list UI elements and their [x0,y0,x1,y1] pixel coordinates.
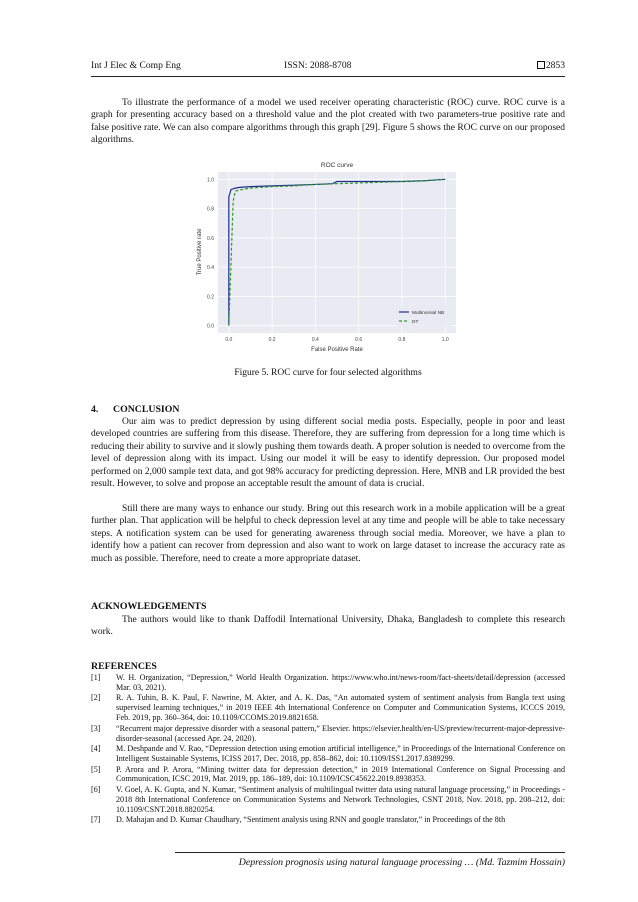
square-icon [537,61,545,69]
x-tick-label: 0.8 [398,337,406,343]
y-tick-label: 0.8 [207,206,214,213]
reference-item [91,724,565,744]
reference-item [91,785,565,815]
y-tick-label: 0.6 [207,235,214,242]
roc-chart [190,155,470,355]
reference-number: [2] [91,693,101,703]
references-heading: REFERENCES [91,661,157,672]
reference-text: M. Deshpande and V. Rao, “Depression detection using emotion artificial intelligence,” in Proceedings of the International Conference on Intelligent Sustainable Systems, ICISS 2017, Dec. 2018, pp. 858–862, doi: 10.1109/ISS1.2017.8389299. [116,744,565,764]
reference-number: [5] [91,764,101,774]
reference-item [91,765,565,785]
reference-item [91,815,565,825]
page-number: 2853 [545,60,565,71]
roc-figure [190,155,470,355]
reference-text: “Recurrent major depressive disorder with a seasonal pattern,” Elsevier. https://elsevier.health/en-US/preview/recurrent-major-depressive-disorder-seasonal (accessed Apr. 24, 2020). [116,723,565,743]
reference-text: D. Mahajan and D. Kumar Chaudhary, “Sentiment analysis using RNN and google translator,” in Proceedings of the 8th [116,815,506,825]
acknowledgements-text: The authors would like to thank Daffodil International University, Dhaka, Bangladesh to complete this research work. [91,615,565,638]
y-tick-label: 1.0 [207,177,214,184]
section-title: CONCLUSION [113,404,180,415]
reference-text: R. A. Tuhin, B. K. Paul, F. Nawrine, M. Akter, and A. K. Das, “An automated system of sentiment analysis from Bangla text using supervised learning techniques,” in 2019 IEEE 4th International Conference on Computer and Communication Systems, ICCCS 2019, Feb. 2019, pp. 360–364, doi: 10.1109/CCOMS.2019.8821658. [116,693,565,723]
reference-text: P. Arora and P. Arora, “Mining twitter data for depression detection,” in 2019 International Conference on Signal Processing and Communication, ICSC 2019, Mar. 2019, pp. 186–189, doi: 10.1109/ICSC45622.2019.8938353. [116,764,565,784]
reference-text: W. H. Organization, “Depression,” World Health Organization. https://www.who.int/news-room/fact-sheets/detail/depression (accessed Mar. 03, 2021). [116,673,565,692]
legend-box [396,305,453,327]
conclusion-heading [91,404,179,415]
x-tick-label: 0.6 [355,337,363,343]
conclusion-paragraph-1: Our aim was to predict depression by using different social media posts. Especially, people in poor and least developed countries are suffering from this disease. Therefore, they are suffering from depression for a long time which is reducing their ability to survive and it slowly pushing them towards death. A proper solution is needed to overcome from the level of depression along with its impact. Using our model it will be easy to identify depression. Our proposed model performed on 2,000 sample text data, and got 98% accuracy for predicting depression. Here, MNB and LR provided the best result. However, to solve and propose an acceptable result the amount of data is crucial. [91,417,565,490]
y-tick-label: 0.0 [207,323,214,330]
journal-name: Int J Elec & Comp Eng [91,60,181,71]
reference-item [91,693,565,723]
reference-item [91,673,565,693]
page-header [91,60,565,76]
conclusion-paragraph-2: Still there are many ways to enhance our study. Bring out this research work in a mobile application will be a great further plan. That application will be helpful to check depression level at any time and people will be able to take necessary steps. A notification system can be used for generating awareness through social media. Moreover, we have a plan to identify how a patient can recover from depression and also want to work on large dataset to increase the accuracy rate as much as possible. Therefore, need to create a more appropriate dataset. [91,504,565,564]
legend-label: Multinomial NB [412,310,445,316]
reference-item [91,744,565,764]
reference-number: [4] [91,744,101,754]
x-tick-label: 0.4 [311,337,319,343]
reference-number: [6] [91,784,101,794]
acknowledgements-heading: ACKNOWLEDGEMENTS [91,601,207,612]
header-divider [91,76,565,77]
reference-number: [1] [91,673,101,682]
reference-number: [3] [91,723,101,733]
section-number: 4. [91,404,99,415]
issn: ISSN: 2088-8708 [284,60,352,71]
chart-title: ROC curve [320,162,354,169]
x-axis-label: False Positive Rate [311,347,363,353]
reference-list [91,673,565,826]
x-tick-label: 0.2 [268,337,276,343]
page-footer: Depression prognosis using natural language processing … (Md. Tazmim Hossain) [238,857,565,868]
reference-number: [7] [91,815,101,825]
legend-label: DT [412,319,419,325]
reference-text: V. Goel, A. K. Gupta, and N. Kumar, “Sentiment analysis of multilingual twitter data using natural language processing,” in Proceedings - 2018 8th International Conference on Communication Systems and Network Technologies, CSNT 2018, Nov. 2018, pp. 208–212, doi: 10.1109/CSNT.2018.8820254. [116,784,565,814]
x-tick-label: 0.0 [225,337,233,343]
x-tick-label: 1.0 [441,337,449,343]
figure-caption: Figure 5. ROC curve for four selected algorithms [234,368,422,378]
intro-paragraph: To illustrate the performance of a model we used receiver operating characteristic (ROC) curve. ROC curve is a graph for presenting accuracy based on a threshold value and the plot created with two parameters-true positive rate and false positive rate. We can also compare algorithms through this graph [29]. Figure 5 shows the ROC curve on our proposed algorithms. [91,98,565,146]
y-tick-label: 0.4 [207,265,214,272]
y-axis-label: True Positive rate [197,228,203,276]
y-tick-label: 0.2 [207,294,214,301]
footer-divider [175,852,565,853]
chart-legend [396,305,453,327]
